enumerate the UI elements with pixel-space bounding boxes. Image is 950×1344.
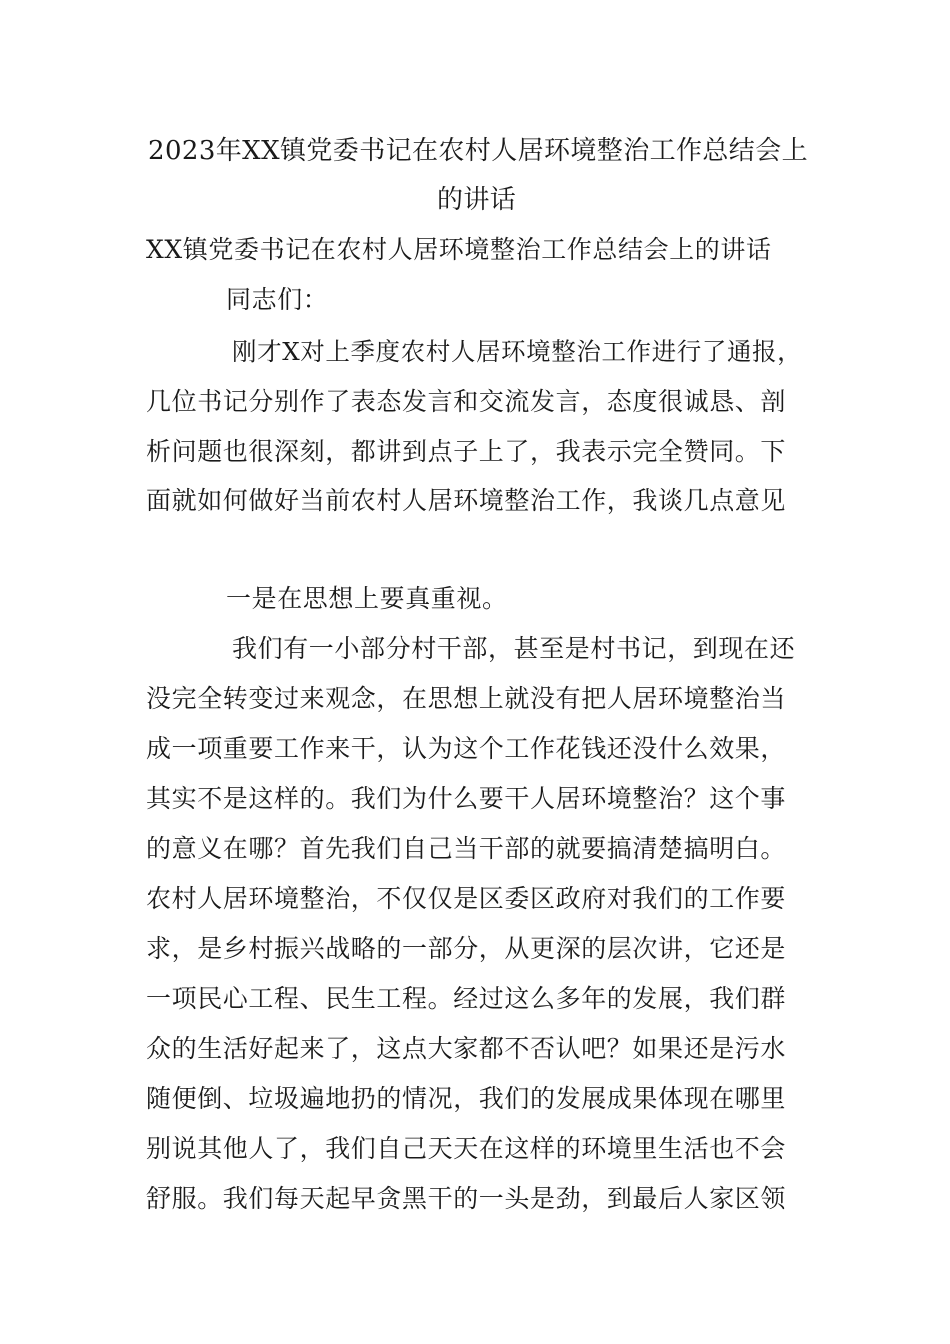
section-heading-1: 一是在思想上要真重视。 — [226, 584, 508, 613]
paragraph-2-line-1: 我们有一小部分村干部，甚至是村书记，到现在还 — [232, 634, 796, 663]
paragraph-2-line-12: 舒服。我们每天起早贪黑干的一头是劲，到最后人家区领 — [146, 1184, 787, 1213]
paragraph-1-line-4: 面就如何做好当前农村人居环境整治工作，我谈几点意见 — [146, 486, 787, 515]
document-subtitle: XX镇党委书记在农村人居环境整治工作总结会上的讲话 — [146, 235, 772, 264]
paragraph-1-line-1: 刚才X对上季度农村人居环境整治工作进行了通报， — [232, 337, 803, 366]
paragraph-2-line-2: 没完全转变过来观念，在思想上就没有把人居环境整治当 — [146, 684, 787, 713]
paragraph-2-line-5: 的意义在哪？首先我们自己当干部的就要搞清楚搞明白。 — [146, 834, 787, 863]
paragraph-2-line-8: 一项民心工程、民生工程。经过这么多年的发展，我们群 — [146, 984, 787, 1013]
paragraph-1-line-3: 析问题也很深刻，都讲到点子上了，我表示完全赞同。下 — [146, 437, 787, 466]
paragraph-2-line-4: 其实不是这样的。我们为什么要干人居环境整治？这个事 — [146, 784, 787, 813]
document-title-line-1: 2023年XX镇党委书记在农村人居环境整治工作总结会上 — [148, 136, 808, 166]
paragraph-1-line-2: 几位书记分别作了表态发言和交流发言，态度很诚恳、剖 — [146, 387, 787, 416]
document-title-line-2: 的讲话 — [437, 185, 517, 215]
paragraph-2-line-9: 众的生活好起来了，这点大家都不否认吧？如果还是污水 — [146, 1034, 787, 1063]
paragraph-2-line-7: 求，是乡村振兴战略的一部分，从更深的层次讲，它还是 — [146, 934, 787, 963]
paragraph-2-line-3: 成一项重要工作来干，认为这个工作花钱还没什么效果， — [146, 734, 787, 763]
salutation: 同志们： — [226, 285, 329, 314]
paragraph-2-line-11: 别说其他人了，我们自己天天在这样的环境里生活也不会 — [146, 1134, 787, 1163]
paragraph-2-line-10: 随便倒、垃圾遍地扔的情况，我们的发展成果体现在哪里 — [146, 1084, 787, 1113]
paragraph-2-line-6: 农村人居环境整治，不仅仅是区委区政府对我们的工作要 — [146, 884, 787, 913]
